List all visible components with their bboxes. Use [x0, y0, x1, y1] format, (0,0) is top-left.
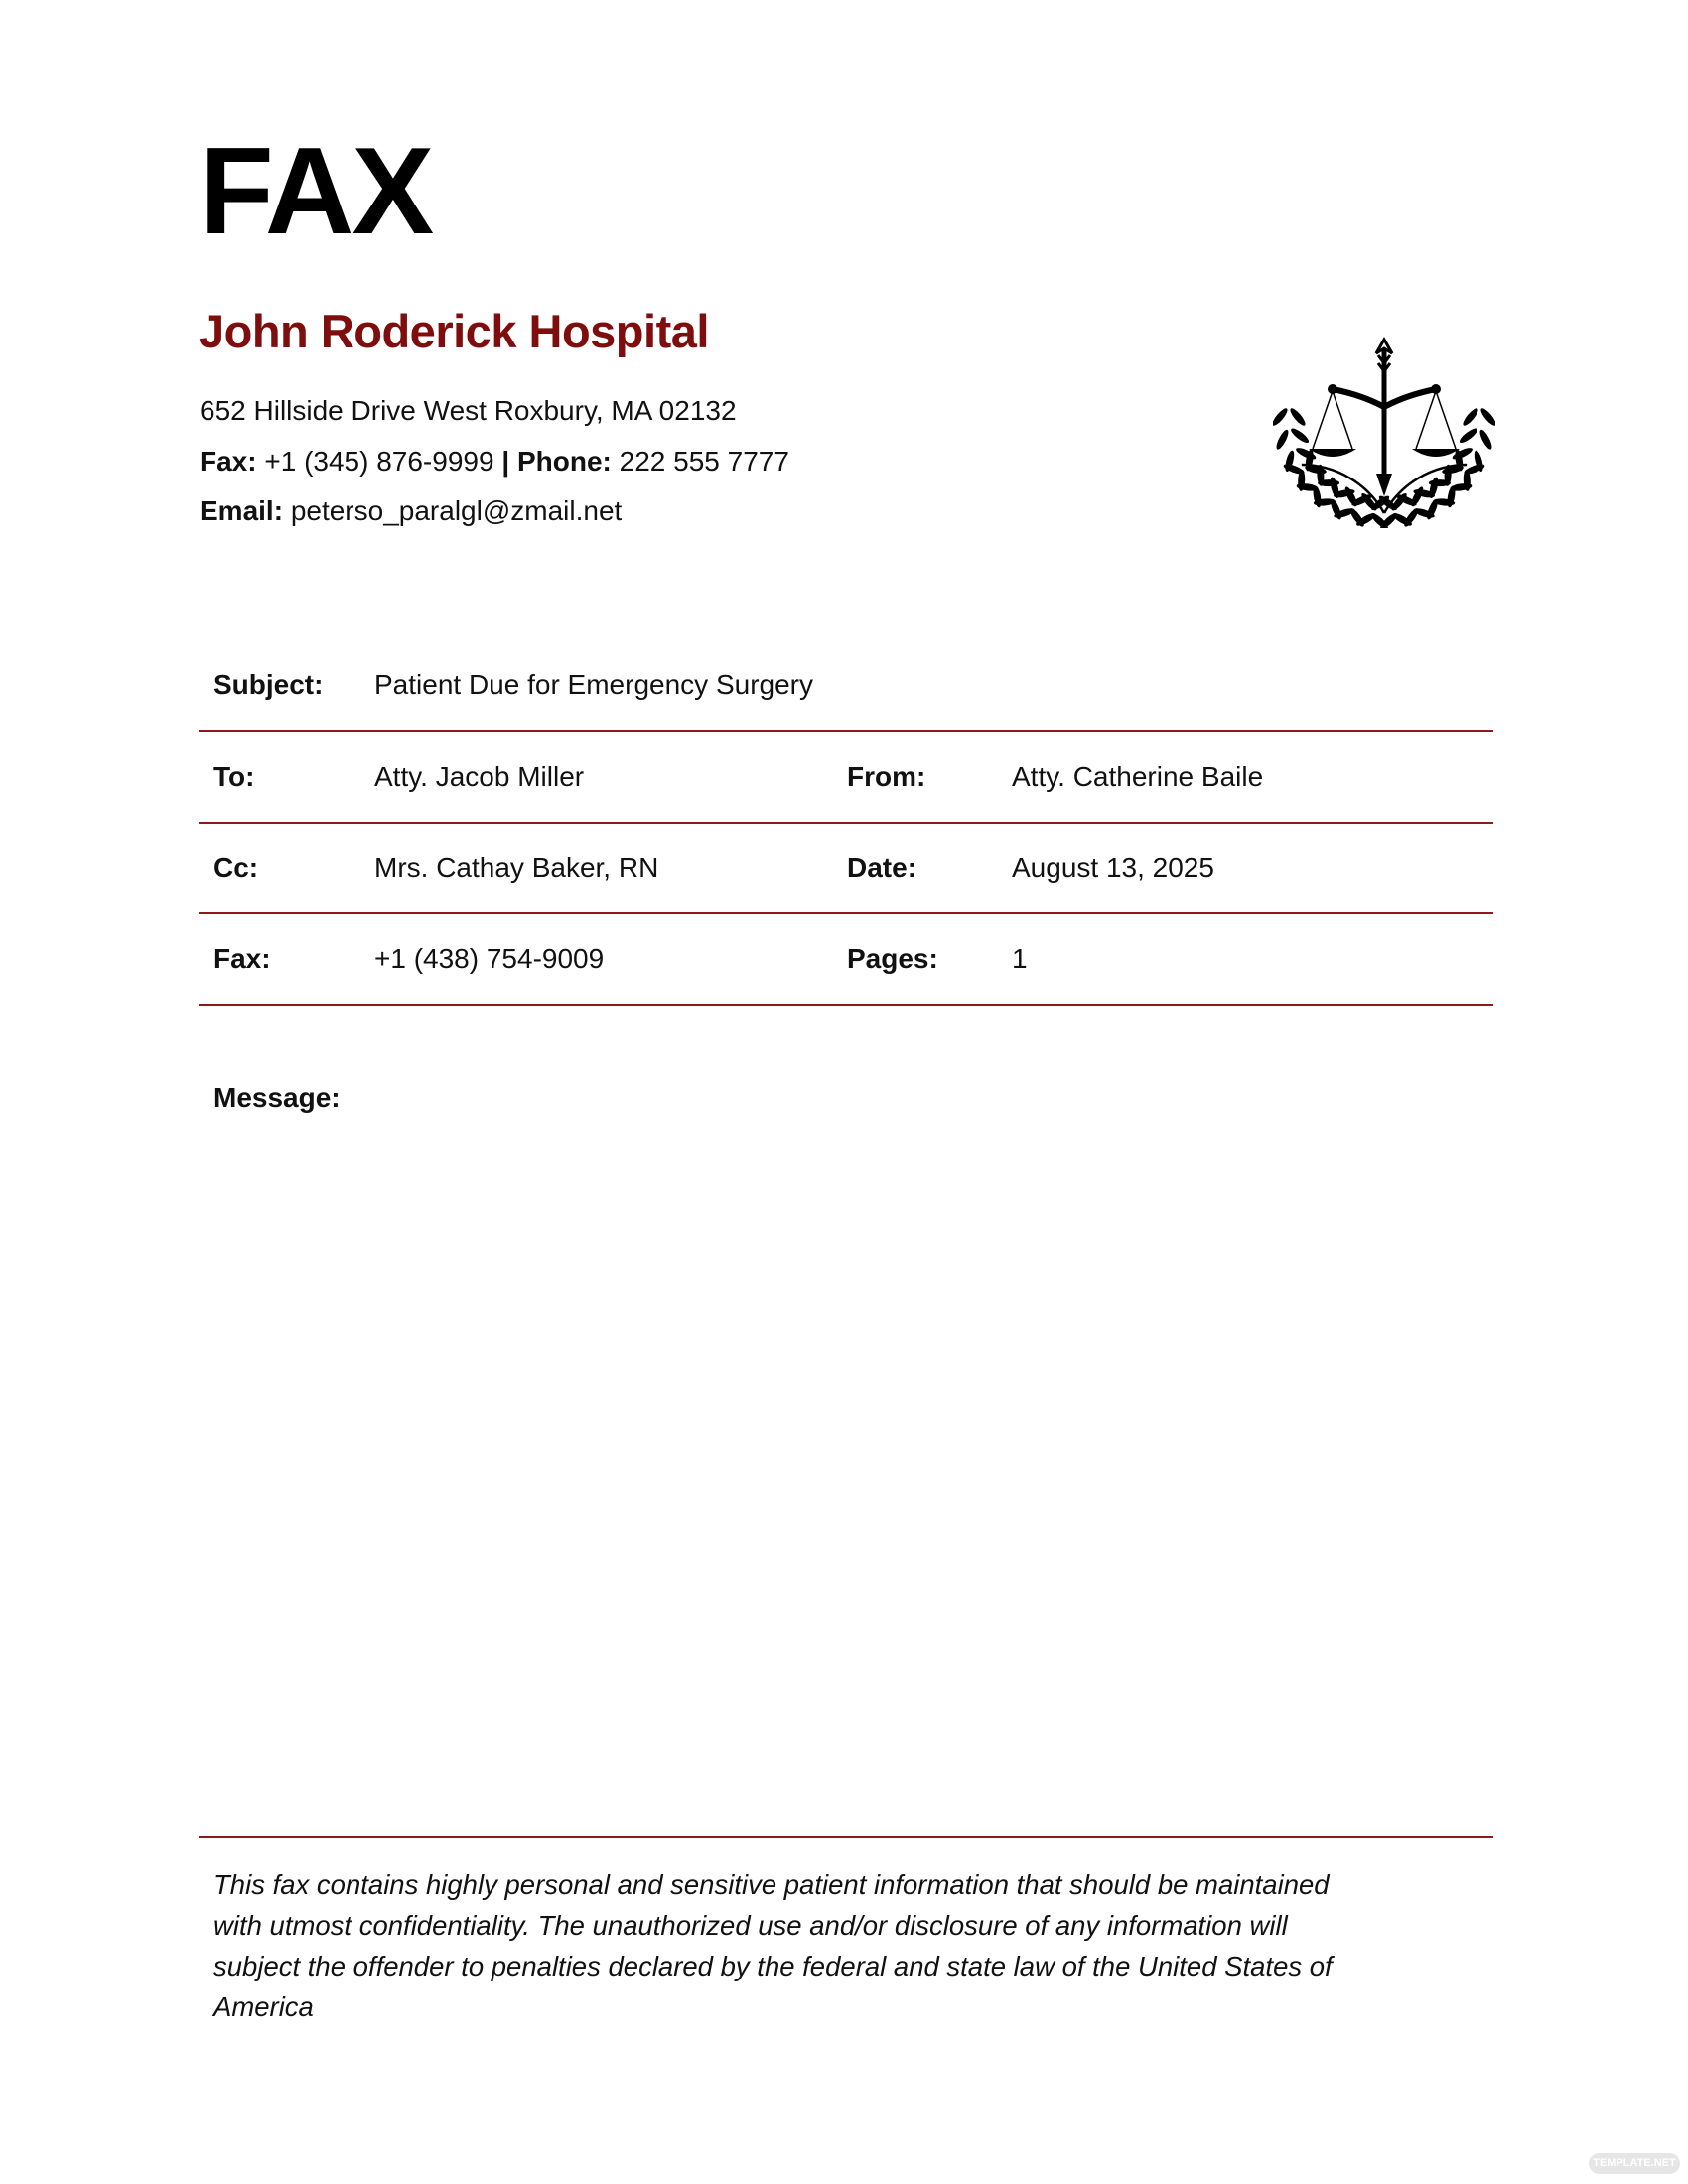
laurel-leaf — [1274, 428, 1290, 451]
divider — [199, 912, 1493, 914]
date-label: Date: — [847, 852, 917, 883]
laurel-leaf — [1458, 426, 1479, 445]
notice-line: This fax contains highly personal and sensitive patient information that should be maintained — [213, 1869, 1330, 1900]
notice-line: America — [213, 1991, 314, 2022]
laurel-leaf — [1477, 428, 1493, 451]
laurel-leaf — [1429, 479, 1451, 486]
divider — [199, 822, 1493, 824]
laurel-leaf — [1289, 426, 1311, 445]
laurel-leaf — [1461, 406, 1480, 427]
document-title: FAX — [199, 123, 433, 260]
laurel-leaf — [1295, 446, 1318, 462]
fax-value: +1 (345) 876-9999 — [264, 446, 494, 477]
pages-value: 1 — [1012, 943, 1028, 974]
confidentiality-notice — [213, 1864, 1333, 2027]
fax-label: Fax: — [213, 943, 271, 974]
from-label: From: — [847, 761, 926, 792]
notice-line: subject the offender to penalties declared by the federal and state law of the United States of — [213, 1951, 1333, 1981]
email-label: Email: — [200, 495, 284, 526]
address: 652 Hillside Drive West Roxbury, MA 02132 — [200, 395, 737, 426]
scales-of-justice-laurel-icon — [1273, 310, 1495, 528]
fax-label: Fax: — [200, 446, 257, 477]
to-label: To: — [213, 761, 255, 792]
email-line — [200, 495, 622, 527]
from-value: Atty. Catherine Baile — [1012, 761, 1264, 792]
cc-label: Cc: — [213, 852, 259, 883]
subject-label: Subject: — [213, 669, 324, 700]
cc-value: Mrs. Cathay Baker, RN — [374, 852, 659, 883]
laurel-leaf — [1478, 406, 1495, 427]
separator: | — [501, 446, 510, 477]
laurel-leaf — [1451, 446, 1474, 462]
phone-value: 222 555 7777 — [619, 446, 789, 477]
laurel-leaf — [1288, 406, 1308, 427]
divider — [199, 730, 1493, 732]
organization-name: John Roderick Hospital — [199, 305, 709, 357]
footer-divider — [199, 1836, 1493, 1838]
divider — [199, 1004, 1493, 1006]
laurel-leaf — [1273, 406, 1290, 427]
message-label: Message: — [213, 1082, 341, 1113]
phone-label: Phone: — [516, 446, 612, 477]
notice-line: with utmost confidentiality. The unauthorized use and/or disclosure of any information will — [213, 1910, 1288, 1941]
pages-label: Pages: — [847, 943, 938, 974]
subject-value: Patient Due for Emergency Surgery — [374, 669, 813, 700]
contact-line — [200, 446, 789, 478]
fax-value: +1 (438) 754-9009 — [374, 943, 605, 974]
watermark: TEMPLATE.NET — [1589, 2153, 1680, 2174]
date-value: August 13, 2025 — [1012, 852, 1214, 883]
email-value: peterso_paralgl@zmail.net — [290, 495, 623, 526]
to-value: Atty. Jacob Miller — [374, 761, 585, 792]
